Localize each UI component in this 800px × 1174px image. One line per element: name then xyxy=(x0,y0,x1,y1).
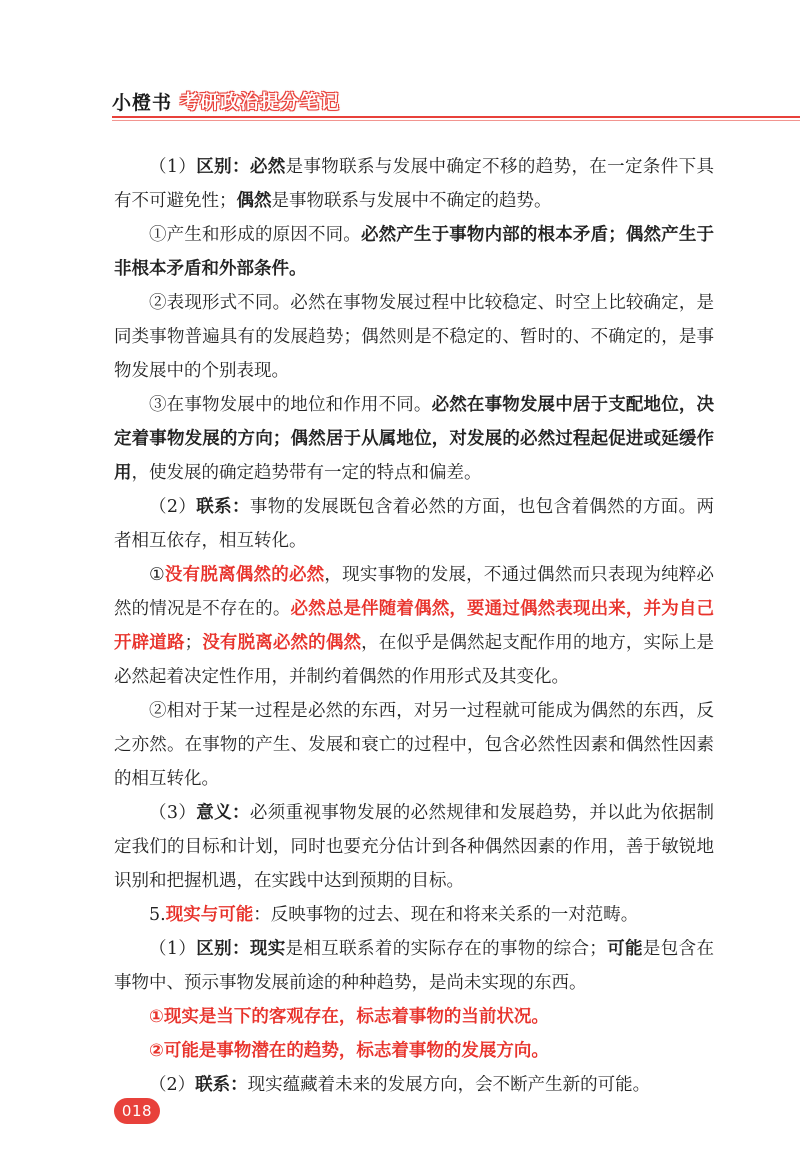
item-number: （1） xyxy=(149,939,197,959)
body-text: 现实蕴藏着未来的发展方向，会不断产生新的可能。 xyxy=(247,1075,651,1095)
header-divider xyxy=(112,116,800,118)
body-text: ：反映事物的过去、现在和将来关系的一对范畴。 xyxy=(253,905,639,925)
body-text: 是相互联系着的实际存在的事物的综合； xyxy=(285,939,607,959)
page-content xyxy=(114,150,714,1102)
brand-title: 小橙书 xyxy=(112,92,173,114)
term-reality: 现实 xyxy=(249,939,286,959)
page-header xyxy=(112,80,800,128)
paragraph-necessity-difference xyxy=(114,150,714,218)
body-text: ①产生和形成的原因不同。 xyxy=(149,225,361,245)
highlight-text: 现实与可能 xyxy=(165,905,254,925)
paragraph-reality-connection xyxy=(114,1068,714,1102)
highlight-text: 没有脱离偶然的必然 xyxy=(164,565,325,585)
section-label: 意义： xyxy=(196,803,250,823)
body-text: 是事物联系与发展中确定不移的趋势，在一定条件下具有不可避免性； xyxy=(114,157,715,211)
item-number: （3） xyxy=(149,803,197,823)
bold-text: 必然在事物发展中居于支配地位，决定着事物发展的方向；偶然居于从属地位，对发展的必然过程起促进或延缓作用 xyxy=(114,395,715,483)
body-text: 是包含在事物中、预示事物发展前途的种种趋势，是尚未实现的东西。 xyxy=(114,939,715,993)
item-number: 5. xyxy=(149,905,166,925)
paragraph-reality-difference xyxy=(114,932,714,1000)
body-text: ，使发展的确定趋势带有一定的特点和偏差。 xyxy=(131,463,482,483)
section-label: 区别： xyxy=(196,157,250,177)
item-number: （1） xyxy=(149,157,197,177)
body-text: ① xyxy=(149,565,165,585)
paragraph-reality-possibility xyxy=(114,898,714,932)
highlight-text: ①现实是当下的客观存在，标志着事物的当前状况。 xyxy=(149,1007,549,1027)
highlight-text: ②可能是事物潜在的趋势，标志着事物的发展方向。 xyxy=(149,1041,549,1061)
body-text: ，在似乎是偶然起支配作用的地方，实际上是必然起着决定性作用，并制约着偶然的作用形式及其变化。 xyxy=(114,633,715,687)
term-possibility: 可能 xyxy=(606,939,643,959)
header-divider-thin xyxy=(112,120,800,121)
body-text: 必须重视事物发展的必然规律和发展趋势，并以此为依据制定我们的目标和计划，同时也要充分估计到各种偶然因素的作用，善于敏锐地识别和把握机遇，在实践中达到预期的目标。 xyxy=(114,803,715,891)
body-text: 事物的发展既包含着必然的方面，也包含着偶然的方面。两者相互依存，相互转化。 xyxy=(114,497,715,551)
highlight-text: 没有脱离必然的偶然 xyxy=(202,633,362,653)
book-subtitle: 考研政治提分笔记 xyxy=(180,91,341,113)
body-text: ； xyxy=(184,633,203,653)
item-number: （2） xyxy=(149,1075,196,1095)
body-text: ③在事物发展中的地位和作用不同。 xyxy=(149,395,432,415)
paragraph-possibility-point xyxy=(114,1034,714,1068)
term-necessity: 必然 xyxy=(249,157,286,177)
body-text: ，现实事物的发展，不通过偶然而只表现为纯粹必然的情况是不存在的。 xyxy=(114,565,715,619)
paragraph-significance xyxy=(114,796,714,898)
term-contingency: 偶然 xyxy=(236,191,272,211)
page-number-badge: 018 xyxy=(114,1098,160,1124)
body-text: ②表现形式不同。必然在事物发展过程中比较稳定、时空上比较确定，是同类事物普遍具有的发展趋势；偶然则是不稳定的、暂时的、不确定的，是事物发展中的个别表现。 xyxy=(114,293,714,381)
paragraph-role xyxy=(114,388,714,490)
paragraph-reality-point xyxy=(114,1000,714,1034)
section-label: 联系： xyxy=(195,1075,248,1095)
section-label: 联系： xyxy=(196,497,250,517)
paragraph-form xyxy=(114,286,714,388)
paragraph-interdependence xyxy=(114,558,714,694)
body-text: 是事物联系与发展中不确定的趋势。 xyxy=(271,191,552,211)
body-text: ②相对于某一过程是必然的东西，对另一过程就可能成为偶然的东西，反之亦然。在事物的产生、发展和衰亡的过程中，包含必然性因素和偶然性因素的相互转化。 xyxy=(114,701,714,789)
bold-text: 必然产生于事物内部的根本矛盾；偶然产生于非根本矛盾和外部条件。 xyxy=(114,225,715,279)
paragraph-origin xyxy=(114,218,714,286)
item-number: （2） xyxy=(149,497,197,517)
section-label: 区别： xyxy=(196,939,250,959)
paragraph-connection xyxy=(114,490,714,558)
highlight-text: 必然总是伴随着偶然，要通过偶然表现出来，并为自己开辟道路 xyxy=(114,599,714,653)
paragraph-transformation xyxy=(114,694,714,796)
